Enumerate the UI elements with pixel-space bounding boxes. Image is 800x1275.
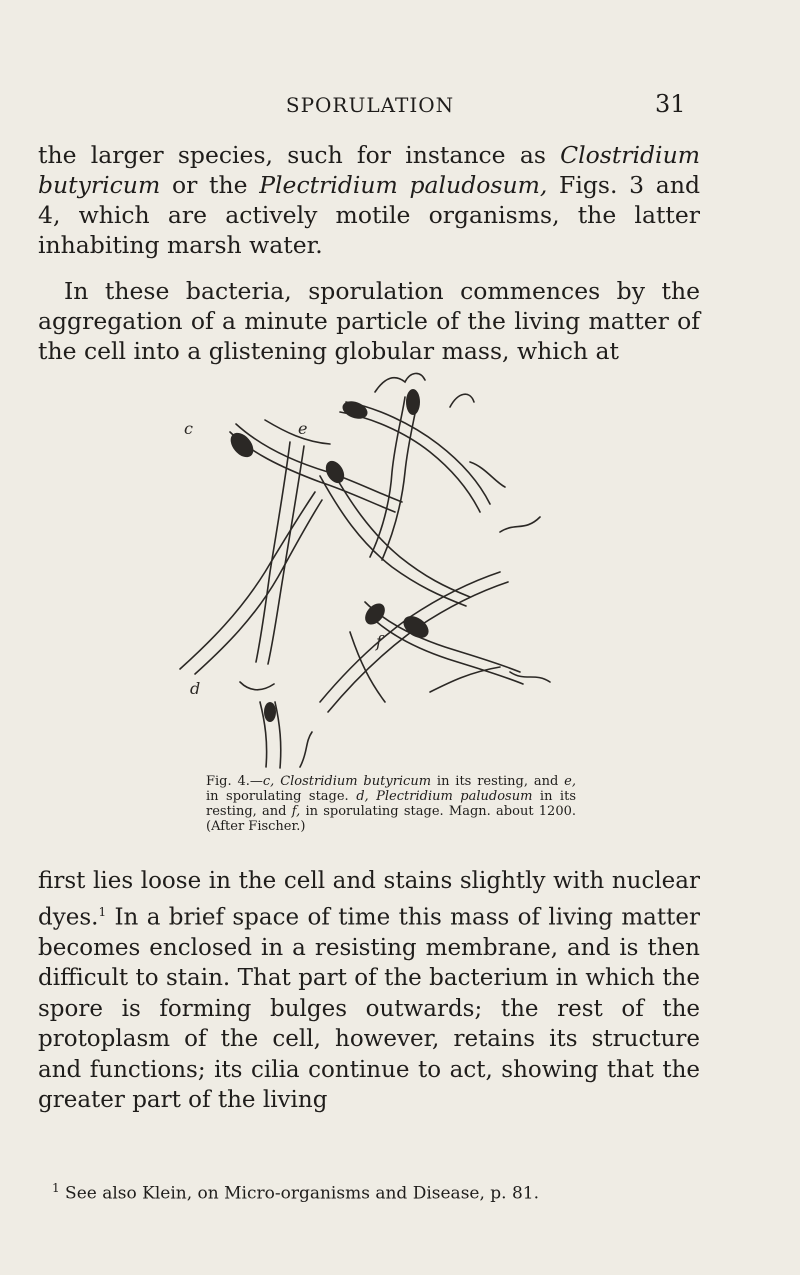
bacillus-outline (346, 402, 490, 504)
bacillus-outline (180, 492, 315, 669)
paragraph-1-text-a: the larger species, such for instance as (38, 141, 561, 169)
flagellum (300, 732, 312, 767)
figure-label-c: c (184, 419, 193, 438)
spore (264, 702, 276, 722)
paragraph-3-text-a: first lies loose in the cell and stains slightly with nuclear dyes. (38, 868, 700, 931)
figure-caption (206, 774, 576, 834)
bacillus-outline (320, 476, 466, 606)
paragraph-1-text-c: Figs. 3 and 4, which are actively motile organisms, the latter inhabiting marsh water. (38, 171, 700, 259)
bacillus-outline (240, 682, 274, 690)
caption-species-1: Clostridium butyricum (280, 774, 432, 789)
footnote (52, 1181, 712, 1204)
flagellum (375, 373, 425, 392)
caption-text-3: in its resting, and (206, 789, 576, 819)
figure-label-e: e (298, 419, 308, 438)
figure-label-f: f (376, 632, 382, 651)
caption-letter-c: c, (262, 774, 281, 789)
caption-letter-e: e, (564, 774, 576, 789)
caption-species-2: Plectridium paludosum (376, 789, 533, 804)
caption-text-4: in sporulating stage. Magn. about 1200. (After Fischer.) (206, 804, 577, 834)
paragraph-1 (38, 140, 700, 260)
bacillus-outline (256, 442, 290, 662)
flagellum (470, 462, 505, 487)
footnote-text: See also Klein, on Micro-organisms and Disease, p. 81. (59, 1183, 540, 1204)
spore (361, 600, 389, 629)
page-number: 31 (655, 90, 686, 118)
spore (406, 389, 420, 415)
flagellum (450, 394, 474, 407)
paragraph-3-text-b: In a brief space of time this mass of living matter becomes enclosed in a resisting membrane, and is then difficult to stain. That part of the bacterium in which the spore is forming bulges outwards; the rest of the protoplasm of the cell, however, retains its structure and functions; its cilia continue to act, showing that the greater part of the living (38, 904, 700, 1114)
species-plectridium-paludosum: Plectridium paludosum, (259, 171, 548, 199)
bacillus-outline (430, 667, 500, 692)
caption-letter-d: d, (356, 789, 377, 804)
caption-letter-f: f, (291, 804, 301, 819)
flagellum (500, 517, 540, 532)
caption-text-2: in sporulating stage. (206, 789, 357, 804)
bacillus-outline (320, 572, 500, 702)
footnote-reference[interactable]: 1 (98, 904, 107, 919)
bacteria-figure (170, 372, 570, 772)
footnote-mark: 1 (52, 1181, 60, 1195)
running-header: SPORULATION (285, 93, 455, 117)
bacillus-outline (368, 614, 523, 684)
figure-label-d: d (190, 679, 201, 698)
paragraph-2: In these bacteria, sporulation commences by the aggregation of a minute particle of the living matter of the cell into a glistening globular mass, which at (38, 277, 700, 365)
caption-text-1: in its resting, and (431, 774, 565, 789)
caption-fig-number: Fig. 4.— (206, 774, 263, 789)
bacillus-outline (236, 424, 402, 502)
paragraph-3 (38, 866, 700, 1116)
bacillus-outline (330, 467, 470, 597)
species-clostridium-butyricum: Clostridium butyricum (38, 141, 700, 199)
paragraph-1-text-b: or the (160, 171, 260, 199)
bacillus-outline (230, 432, 395, 512)
